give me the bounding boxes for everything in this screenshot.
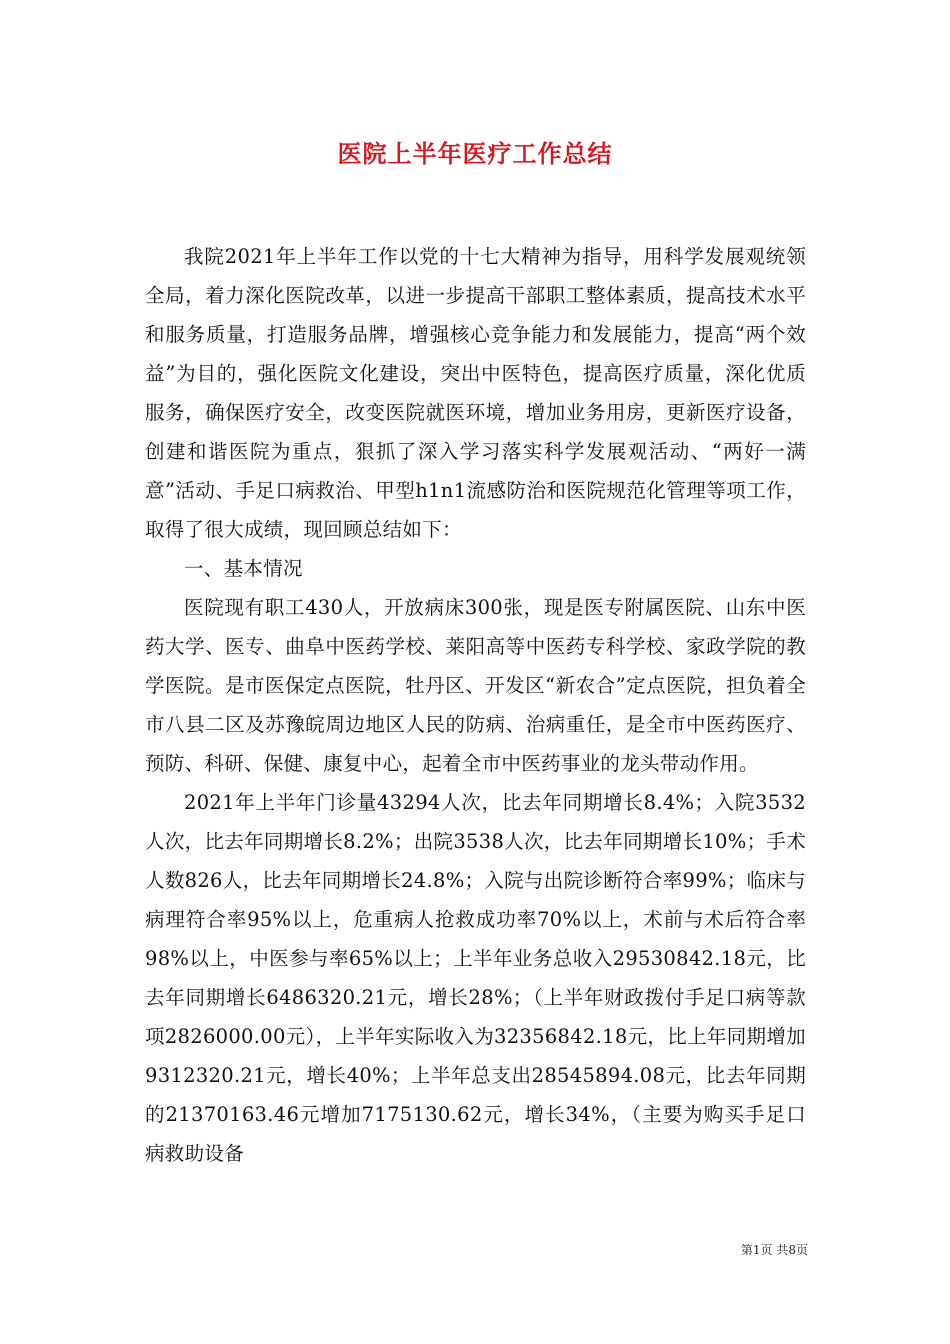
paragraph-intro: 我院2021年上半年工作以党的十七大精神为指导，用科学发展观统领全局，着力深化医院改革，以进一步提高干部职工整体素质，提高技术水平和服务质量，打造服务品牌，增强核心竞争能力和发展能力，提高“两个效益”为目的，强化医院文化建设，突出中医特色，提高医疗质量，深化优质服务，确保医疗安全，改变医院就医环境，增加业务用房，更新医疗设备，创建和谐医院为重点，狠抓了深入学习落实科学发展观活动、“两好一满意”活动、手足口病救治、甲型h1n1流感防治和医院规范化管理等项工作，取得了很大成绩，现回顾总结如下： — [145, 245, 806, 541]
section-heading-basic: 一、基本情况 — [184, 557, 303, 580]
document-body — [145, 237, 806, 1173]
document-title: 医院上半年医疗工作总结 — [337, 139, 613, 168]
paragraph-hospital-overview: 医院现有职工430人，开放病床300张，现是医专附属医院、山东中医药大学、医专、曲阜中医药学校、莱阳高等中医药专科学校、家政学院的教学医院。是市医保定点医院，牡丹区、开发区“新农合”定点医院，担负着全市八县二区及苏豫皖周边地区人民的防病、治病重任，是全市中医药医疗、预防、科研、保健、康复中心，起着全市中医药事业的龙头带动作用。 — [145, 596, 806, 775]
paragraph-statistics: 2021年上半年门诊量43294人次，比去年同期增长8.4%；入院3532人次，比去年同期增长8.2%；出院3538人次，比去年同期增长10%；手术人数826人，比去年同期增长24.8%；入院与出院诊断符合率99%；临床与病理符合率95%以上，危重病人抢救成功率70%以上，术前与术后符合率98%以上，中医参与率65%以上；上半年业务总收入29530842.18元，比去年同期增长6486320.21元，增长28%；（上半年财政拨付手足口病等款项2826000.00元），上半年实际收入为32356842.18元，比上年同期增加9312320.21元，增长40%；上半年总支出28545894.08元，比去年同期的21370163.46元增加7175130.62元，增长34%，（主要为购买手足口病救助设备 — [145, 791, 806, 1165]
page-number-footer: 第1页 共8页 — [740, 1243, 808, 1257]
